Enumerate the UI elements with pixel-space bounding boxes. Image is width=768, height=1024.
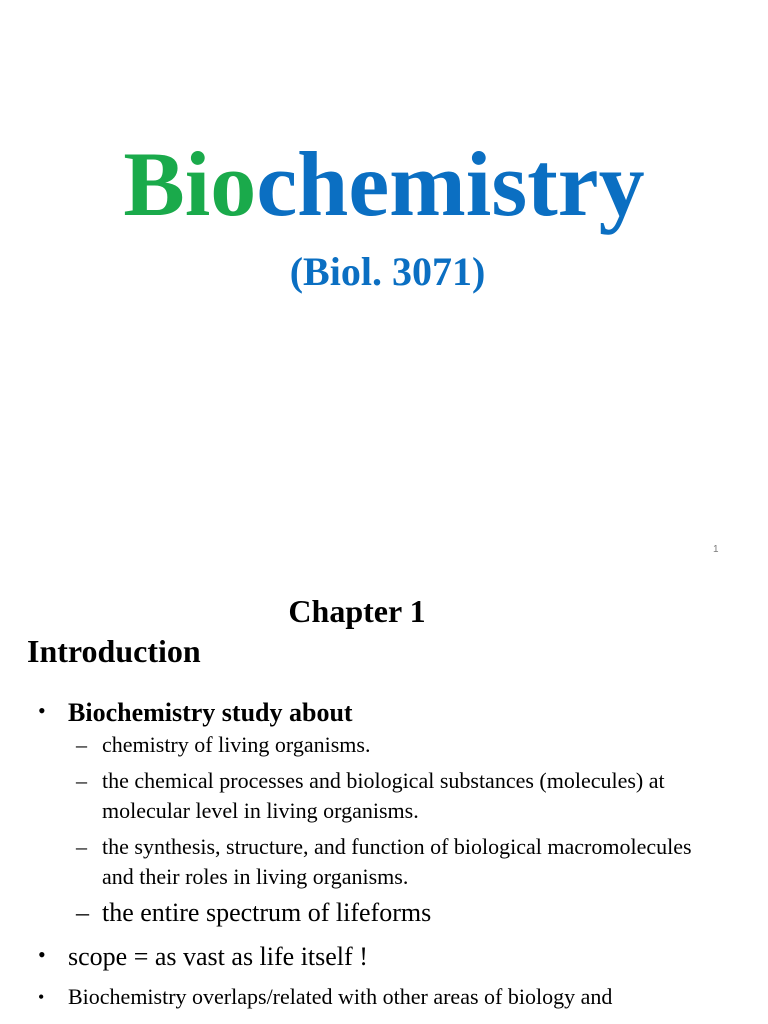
- bullet-list: [0, 698, 768, 1012]
- sub-item-text: the synthesis, structure, and function of biological macromolecules and their roles in living organisms.: [102, 833, 692, 889]
- sub-item: [0, 832, 768, 892]
- sub-item-text: chemistry of living organisms.: [102, 731, 371, 757]
- bullet-icon: •: [38, 941, 46, 967]
- sub-item-text: the entire spectrum of lifeforms: [102, 897, 432, 927]
- title-blue-part: chemistry: [256, 133, 645, 235]
- sub-item-text: the chemical processes and biological substances (molecules) at molecular level in living organisms.: [102, 767, 665, 823]
- bullet-text: scope = as vast as life itself !: [68, 941, 368, 971]
- bullet-text: Biochemistry study about: [68, 698, 353, 727]
- bullet-item: [0, 698, 768, 728]
- dash-icon: –: [76, 767, 87, 793]
- dash-icon: –: [76, 833, 87, 859]
- bullet-icon: •: [38, 986, 45, 1007]
- sub-item: [0, 896, 768, 930]
- page-number: 1: [713, 544, 719, 555]
- sub-item: [0, 766, 768, 826]
- dash-icon: –: [76, 897, 89, 927]
- slide-title: [0, 133, 768, 235]
- bullet-item: [0, 942, 768, 972]
- intro-slide: [0, 570, 768, 1024]
- bullet-icon: •: [38, 698, 46, 723]
- chapter-title: Chapter 1: [288, 593, 426, 629]
- course-code: (Biol. 3071): [289, 249, 486, 294]
- sub-item: [0, 730, 768, 760]
- title-green-part: Bio: [123, 133, 257, 235]
- section-heading: Introduction: [27, 633, 201, 669]
- bullet-text: Biochemistry overlaps/related with other areas of biology and: [68, 983, 613, 1009]
- bullet-item: [0, 982, 768, 1012]
- dash-icon: –: [76, 731, 87, 757]
